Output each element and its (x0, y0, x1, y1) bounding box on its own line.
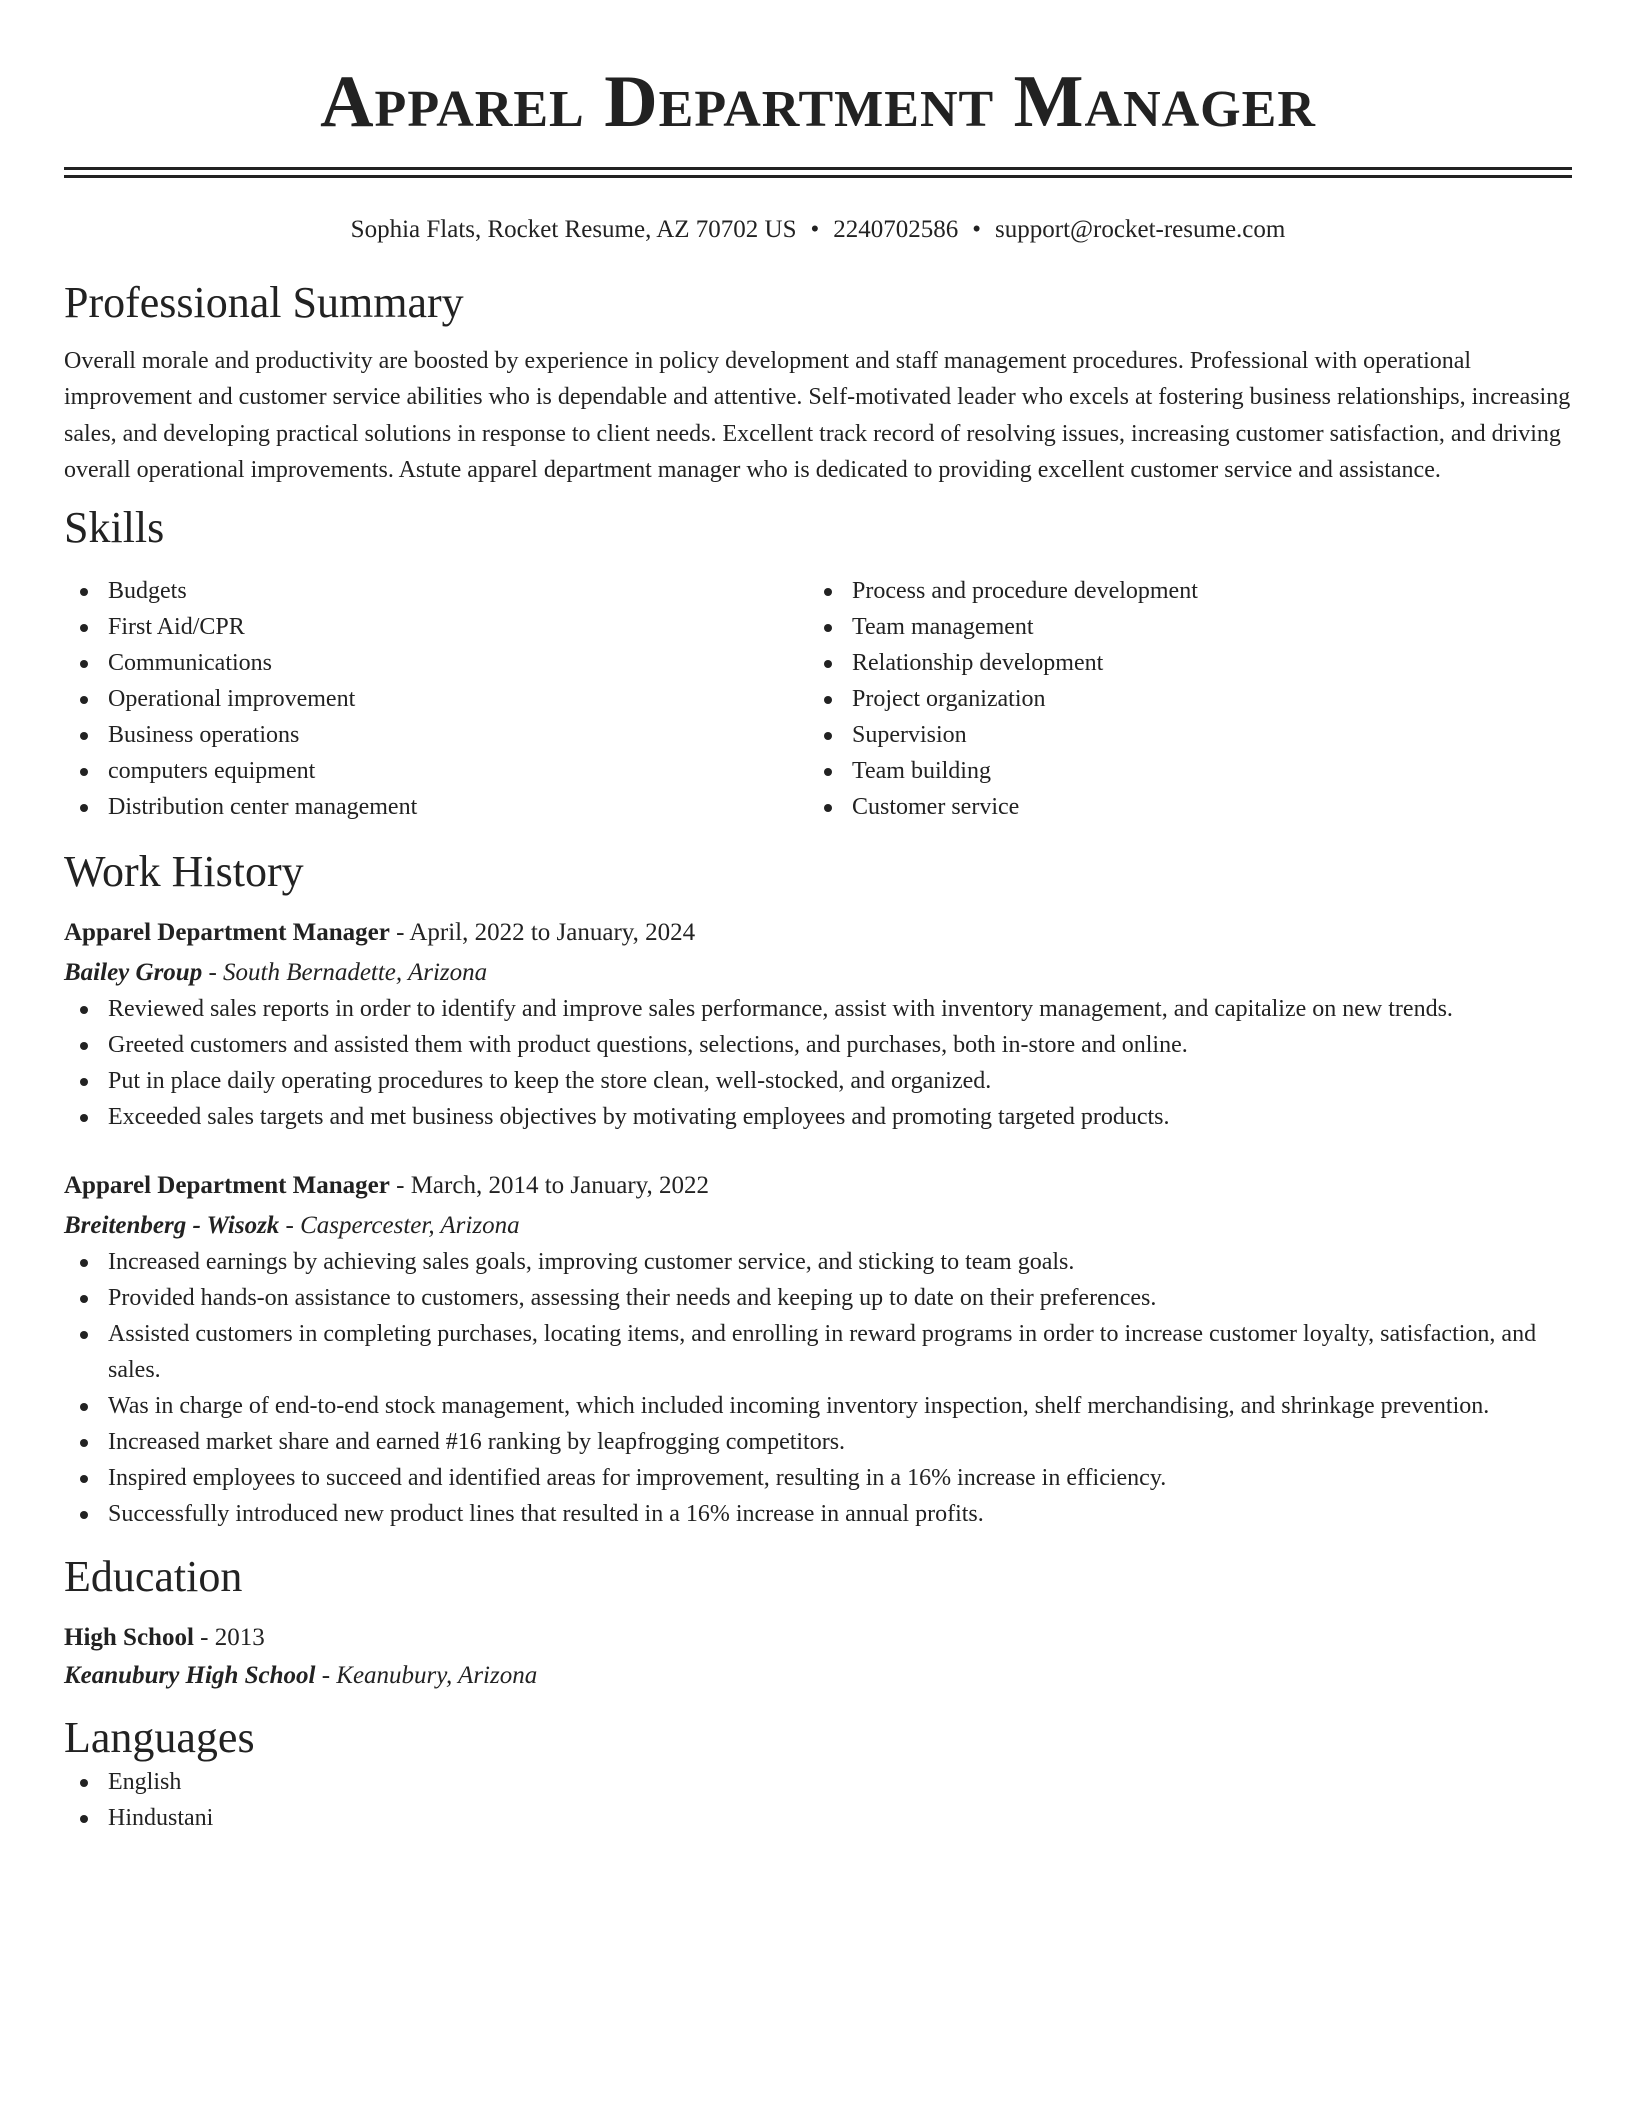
job-duty: Inspired employees to succeed and identified areas for improvement, resulting in a 16% increase in efficiency. (64, 1460, 1572, 1496)
education-school: Keanubury High School (64, 1662, 316, 1690)
resume-title: Apparel Department Manager (320, 61, 1316, 143)
section-heading-work-history: Work History (64, 847, 304, 897)
job-header (64, 915, 1572, 951)
education-school-line (64, 1658, 1572, 1694)
contact-separator: • (810, 216, 820, 243)
job-header (64, 1168, 1572, 1204)
skill-item: Project organization (808, 681, 1552, 717)
skills-list-right (808, 573, 1552, 825)
job-company: Breitenberg - Wisozk (64, 1212, 280, 1240)
job-duty: Assisted customers in completing purchases, locating items, and enrolling in reward programs in order to increase customer loyalty, satisfaction, and sales. (64, 1316, 1572, 1388)
education-location: - Keanubury, Arizona (315, 1662, 538, 1690)
skill-item: Supervision (808, 717, 1552, 753)
language-item: English (64, 1764, 1572, 1800)
job-entry (64, 1168, 1572, 1532)
job-employer (64, 955, 1572, 991)
language-item: Hindustani (64, 1800, 1572, 1836)
contact-line (64, 214, 1572, 246)
skill-item: Process and procedure development (808, 573, 1552, 609)
job-duties-list (64, 1244, 1572, 1532)
job-title: Apparel Department Manager (64, 919, 390, 947)
education-degree: High School (64, 1624, 194, 1652)
resume-page (64, 0, 1572, 1836)
section-heading-education: Education (64, 1552, 243, 1602)
title-divider-thin (64, 175, 1572, 178)
skill-item: Operational improvement (64, 681, 808, 717)
section-heading-languages: Languages (64, 1713, 255, 1763)
job-duty: Put in place daily operating procedures to keep the store clean, well-stocked, and organized. (64, 1063, 1572, 1099)
languages-list (64, 1764, 1572, 1836)
education-year: - 2013 (193, 1624, 265, 1652)
job-duties-list (64, 991, 1572, 1135)
skill-item: Relationship development (808, 645, 1552, 681)
contact-separator: • (972, 216, 982, 243)
section-heading-summary: Professional Summary (64, 278, 464, 327)
contact-phone: 2240702586 (833, 216, 959, 243)
skill-item: computers equipment (64, 753, 808, 789)
skills-grid (64, 573, 1572, 825)
job-duty: Successfully introduced new product lines that resulted in a 16% increase in annual profits. (64, 1496, 1572, 1532)
skills-list-left (64, 573, 808, 825)
job-title: Apparel Department Manager (64, 1172, 390, 1200)
section-heading-skills: Skills (64, 503, 165, 553)
job-duty: Reviewed sales reports in order to identify and improve sales performance, assist with inventory management, and capitalize on new trends. (64, 991, 1572, 1027)
skill-item: Distribution center management (64, 789, 808, 825)
job-duty: Increased earnings by achieving sales goals, improving customer service, and sticking to team goals. (64, 1244, 1572, 1280)
job-duty: Was in charge of end-to-end stock management, which included incoming inventory inspection, shelf merchandising, and shrinkage prevention. (64, 1388, 1572, 1424)
contact-address: Sophia Flats, Rocket Resume, AZ 70702 US (350, 216, 797, 243)
job-dates: - March, 2014 to January, 2022 (389, 1172, 710, 1200)
skills-column-right (808, 573, 1552, 825)
job-company: Bailey Group (64, 959, 203, 987)
skill-item: Budgets (64, 573, 808, 609)
job-duty: Exceeded sales targets and met business objectives by motivating employees and promoting targeted products. (64, 1099, 1572, 1135)
education-degree-line (64, 1620, 1572, 1656)
skill-item: Team building (808, 753, 1552, 789)
title-divider-thick (64, 167, 1572, 170)
job-duty: Greeted customers and assisted them with product questions, selections, and purchases, both in-store and online. (64, 1027, 1572, 1063)
skill-item: Team management (808, 609, 1552, 645)
job-duty: Increased market share and earned #16 ranking by leapfrogging competitors. (64, 1424, 1572, 1460)
job-employer (64, 1208, 1572, 1244)
skill-item: First Aid/CPR (64, 609, 808, 645)
job-location: - South Bernadette, Arizona (202, 959, 488, 987)
job-location: - Caspercester, Arizona (279, 1212, 520, 1240)
skills-column-left (64, 573, 808, 825)
job-duty: Provided hands-on assistance to customers, assessing their needs and keeping up to date on their preferences. (64, 1280, 1572, 1316)
skill-item: Communications (64, 645, 808, 681)
job-entry (64, 915, 1572, 1135)
skill-item: Business operations (64, 717, 808, 753)
summary-paragraph: Overall morale and productivity are boosted by experience in policy development and staff management procedures. Professional with operational improvement and customer service abilities who is dependable and attentive. Self-motivated leader who excels at fostering business relationships, increasing sales, and developing practical solutions in response to client needs. Excellent track record of resolving issues, increasing customer satisfaction, and driving overall operational improvements. Astute apparel department manager who is dedicated to providing excellent customer service and assistance. (64, 348, 1571, 483)
contact-email[interactable]: support@rocket-resume.com (995, 216, 1286, 243)
job-dates: - April, 2022 to January, 2024 (389, 919, 696, 947)
skill-item: Customer service (808, 789, 1552, 825)
